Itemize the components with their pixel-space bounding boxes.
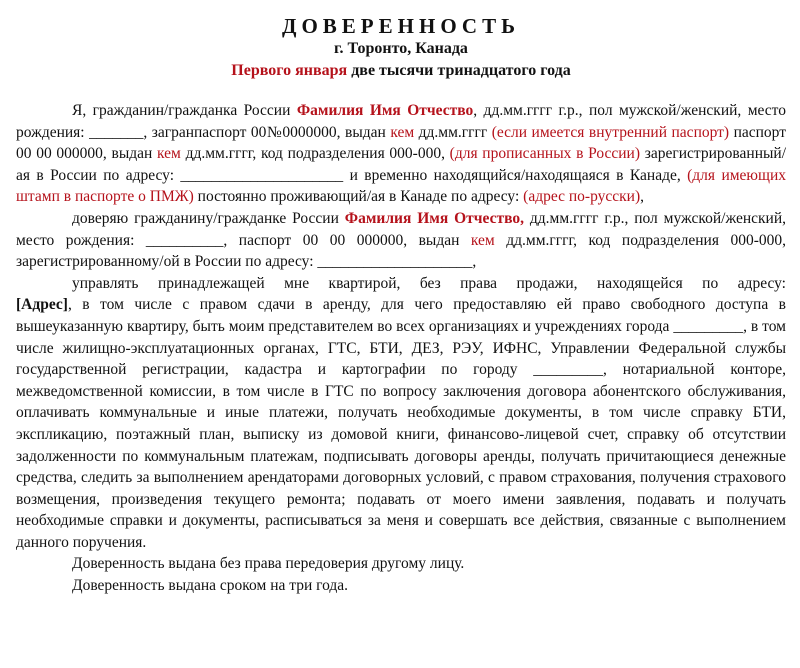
text: дд.мм.гггг, код подразделения 000-000, bbox=[180, 145, 450, 163]
date-rest: две тысячи тринадцатого года bbox=[347, 62, 571, 79]
document-title: ДОВЕРЕННОСТЬ bbox=[282, 14, 520, 38]
text: Я, гражданин/гражданка России bbox=[72, 102, 297, 119]
document-date bbox=[16, 60, 786, 82]
validity-term-clause: Доверенность выдана сроком на три года. bbox=[72, 577, 349, 595]
text: паспорт 00 00 000000, выдан bbox=[16, 123, 787, 163]
text: зарегистрированный/ая в России по адресу: _____________________ и временно находящийся/находящаяся в Канаде, bbox=[16, 145, 786, 184]
principal-name-placeholder: Фамилия Имя Отчество bbox=[296, 102, 474, 119]
date-placeholder: Первого января bbox=[231, 62, 348, 79]
text: дд.мм.гггг, код подразделения 000-000, зарегистрированному/ой в России по адресу: ____________________, bbox=[16, 231, 786, 271]
power-of-attorney-document bbox=[16, 0, 786, 597]
address-ru-note: (адрес по-русски) bbox=[523, 188, 641, 206]
address-placeholder: [Адрес] bbox=[16, 296, 68, 314]
text: дд.мм.гггг bbox=[414, 123, 492, 141]
text: , bbox=[640, 188, 644, 206]
pmzh-note: (для имеющих штамп в паспорте о ПМЖ) bbox=[16, 166, 786, 206]
text: , в том числе с правом сдачи в аренду, для чего предоставляю ей право свободного доступа в вышеуказанную квартиру, быть моим представителем во всех организациях и учреждениях города _________, в том числе жилищно-эксплуатационных органах, ГТС, БТИ, ДЕЗ, РЭУ, ИФНС, Управлении Федеральной службы государственной регистрации, кадастра и картографии по городу _________, нотариальной конторе, межведомственной комиссии, в том числе в ГТС по вопросу заключения договора абонентского обслуживания, оплачивать коммунальные и иные платежи, получать необходимые документы, в том числе справку БТИ, экспликацию, поэтажный план, выписку из домовой книги, финансово-лицевой счет, справку об отсутствии задолженности по коммунальным платежам, подписывать договоры аренды, получать причитающиеся денежные средства, следить за выполнением арендаторами договорных условий, с правом страхования, получения страхового возмещения, произведения текущего ремонта; подавать от моего имени заявления, подавать и получать необходимые справки и документы, расписываться за меня и совершать все действия, связанные с выполнением данного поручения. bbox=[16, 296, 786, 551]
registered-note: (для прописанных в России) bbox=[449, 145, 641, 163]
issued-by-placeholder: кем bbox=[470, 231, 495, 249]
powers-paragraph bbox=[16, 294, 786, 553]
text: , дд.мм.гггг г.р., пол мужской/женский, место рождения: _______, загранпаспорт 00№0000000, выдан bbox=[16, 102, 786, 141]
no-subdelegation-clause: Доверенность выдана без права передоверия другому лицу. bbox=[72, 555, 465, 573]
attorney-paragraph bbox=[16, 208, 786, 273]
text: постоянно проживающий/ая в Канаде по адресу: bbox=[193, 188, 524, 206]
principal-paragraph bbox=[16, 100, 786, 208]
text: доверяю гражданину/гражданке России bbox=[72, 209, 345, 227]
text: дд.мм.гггг г.р., пол мужской/женский, место рождения: __________, паспорт 00 00 000000, выдан bbox=[16, 209, 786, 249]
document-body bbox=[16, 100, 786, 597]
internal-passport-note: (если имеется внутренний паспорт) bbox=[491, 123, 730, 141]
issued-by-placeholder: кем bbox=[157, 145, 181, 163]
attorney-name-placeholder: Фамилия Имя Отчество, bbox=[344, 209, 524, 227]
powers-intro-line: управлять принадлежащей мне квартирой, без права продажи, находящейся по адресу: bbox=[72, 274, 786, 292]
document-city: г. Торонто, Канада bbox=[334, 40, 468, 57]
issued-by-placeholder: кем bbox=[390, 123, 415, 141]
